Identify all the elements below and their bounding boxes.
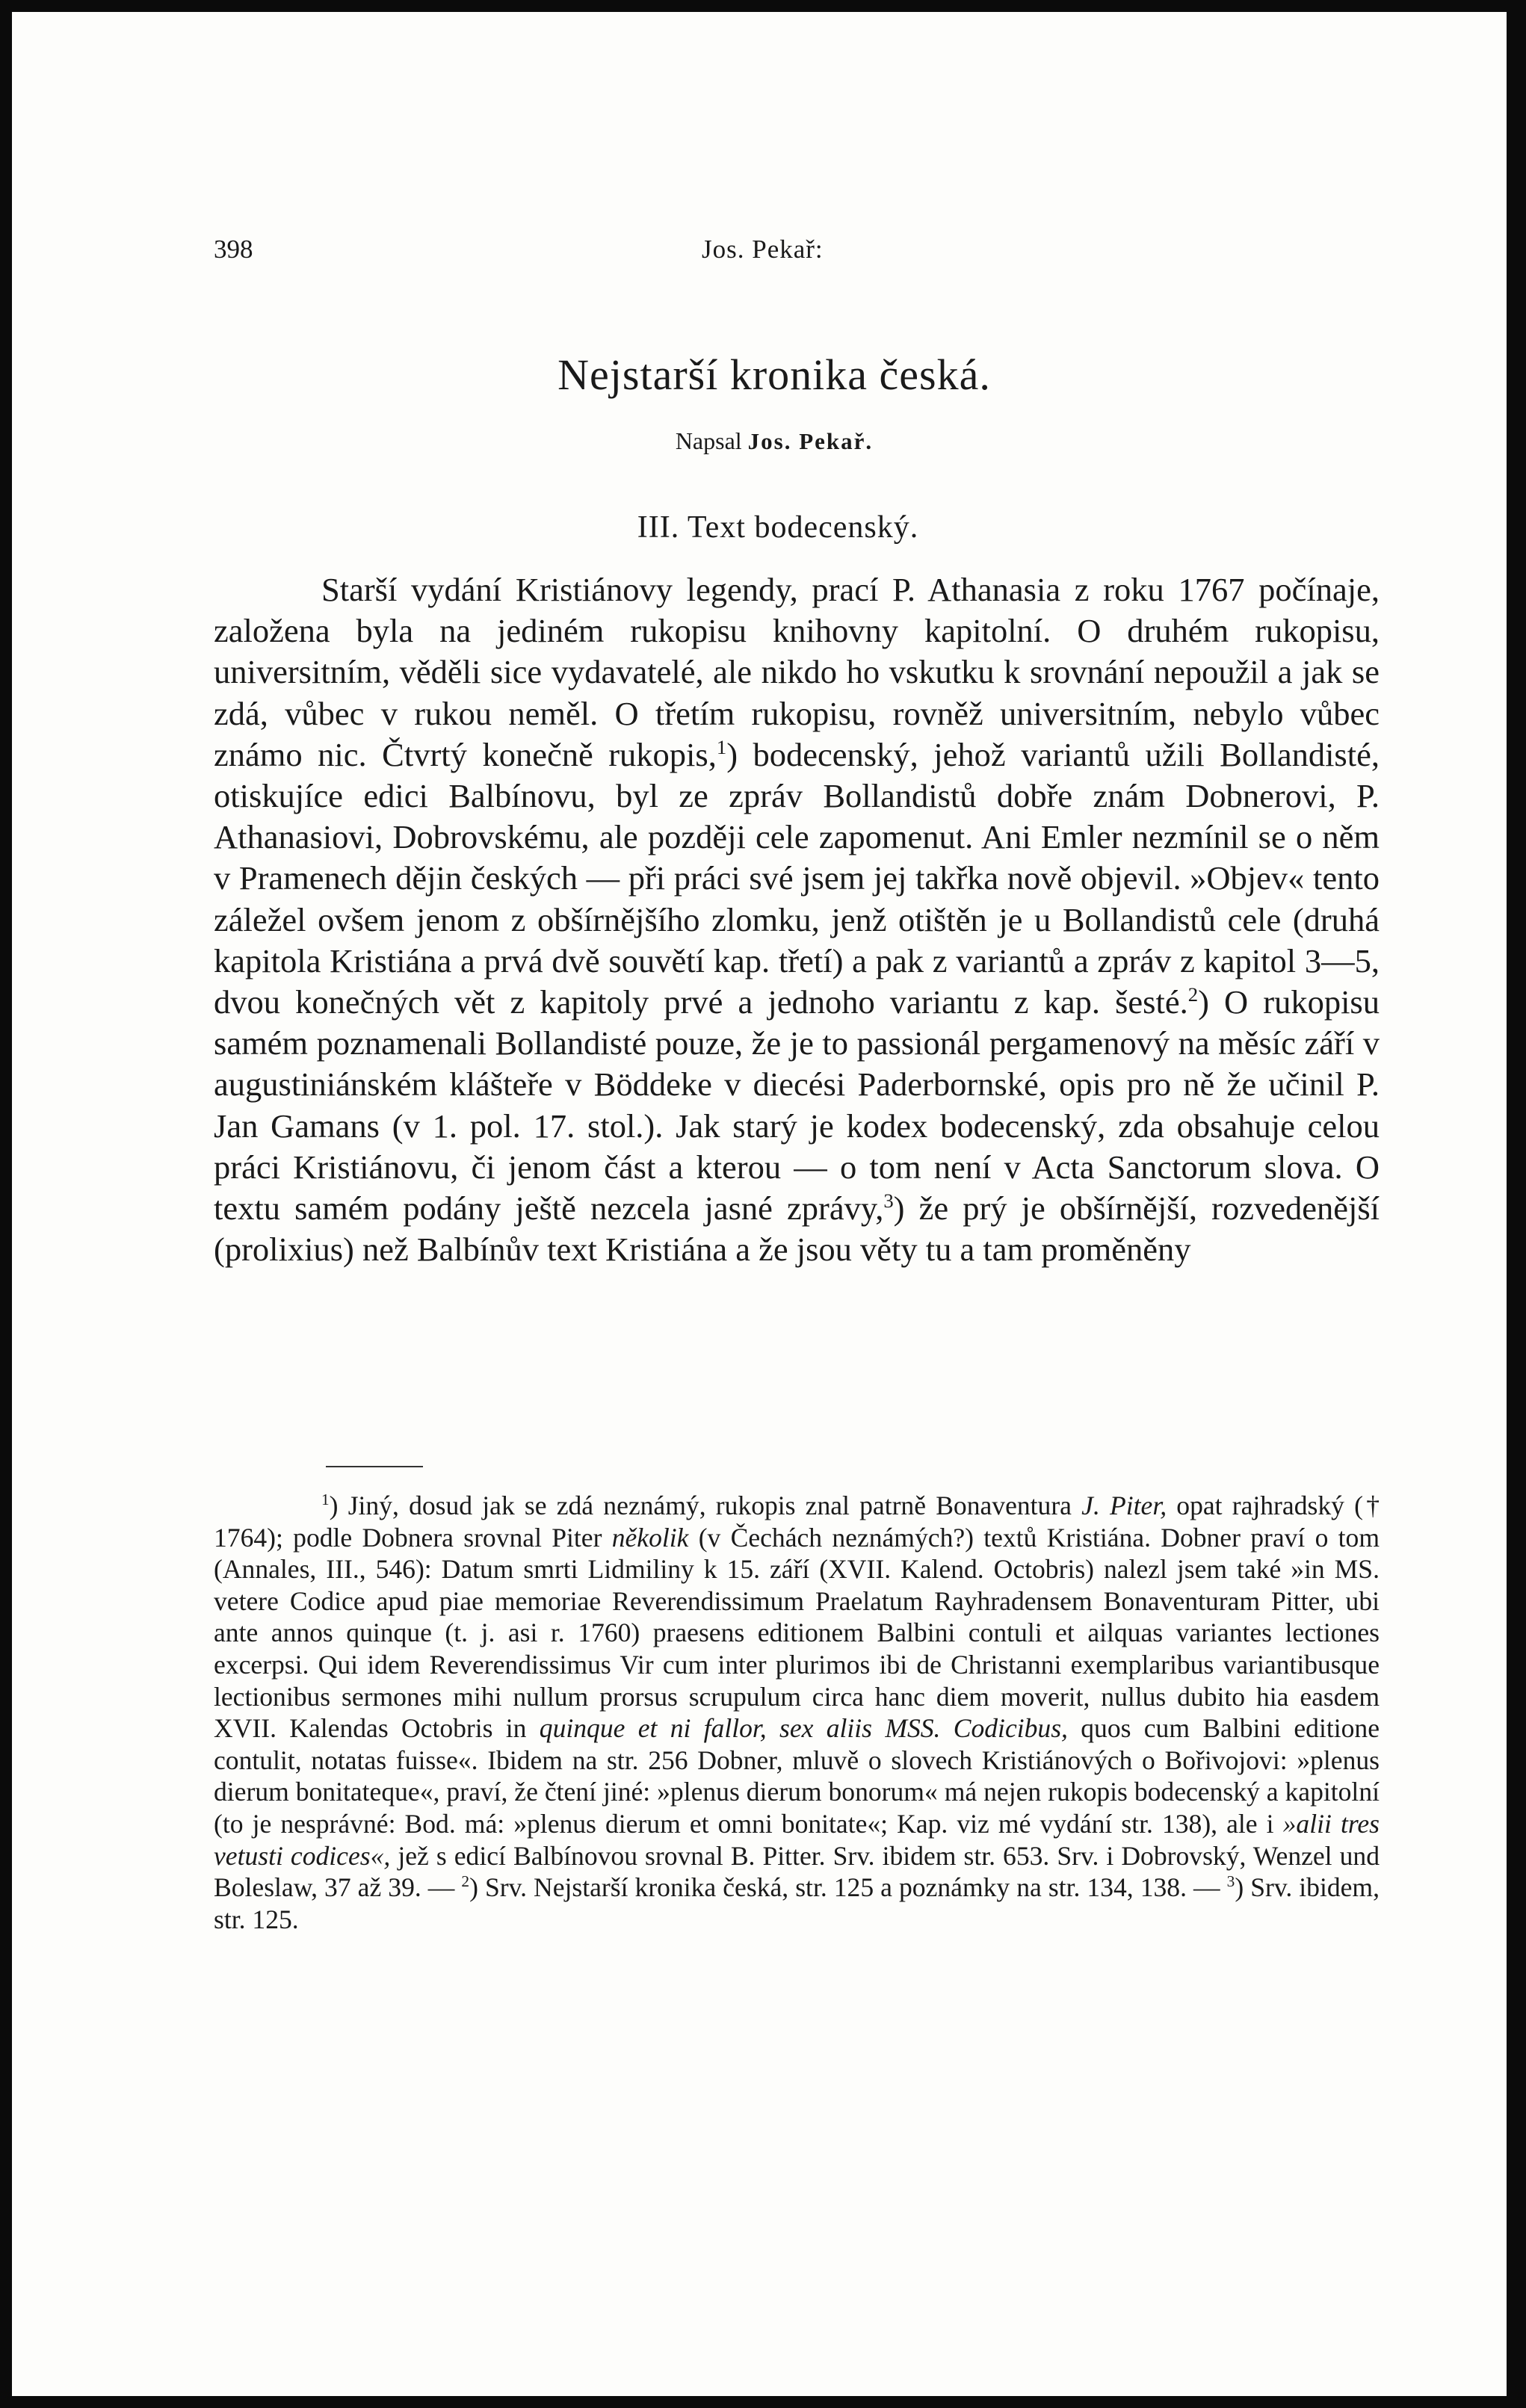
page-number: 398 (214, 235, 253, 264)
footnote-mark-3: 3 (1226, 1872, 1235, 1891)
footnote-text: ) Jiný, dosud jak se zdá neznámý, rukopis znal patrně Bonaventura (329, 1491, 1082, 1520)
byline-author: Jos. Pekař. (747, 428, 874, 454)
footnote-text: ) Srv. Nejstarší kronika česká, str. 125 a poznámky na str. 134, 138. — (469, 1872, 1227, 1903)
footnote-italic: J. Piter, (1081, 1491, 1167, 1520)
running-title: Jos. Pekař: (702, 235, 824, 264)
footnote-ref-1: 1 (716, 735, 727, 758)
footnotes (214, 1490, 1386, 1935)
byline (12, 427, 1507, 455)
body-text (214, 569, 1388, 1270)
footnote-mark-2: 2 (461, 1872, 470, 1891)
footnote-italic: několik (611, 1522, 689, 1553)
byline-prefix: Napsal (675, 427, 742, 454)
footnote-ref-2: 2 (1187, 983, 1199, 1006)
body-paragraph (214, 569, 1388, 1270)
footnote-ref-3: 3 (883, 1189, 894, 1213)
footnote-text: opat rajhradský († 1764); podle Dobnera srovnal Piter (214, 1491, 1386, 1553)
article-title: Nejstarší kronika česká. (557, 350, 991, 399)
footnote-text: quos cum Balbini editione contulit, notatas fuisse«. Ibidem na str. 256 Dobner, mluvě o slovech Kristiánových o Bořivojovi: »plenus dierum bonitateque«, praví, že čtení jiné: »plenus dierum bonorum« má nejen rukopis bodecenský a kapitolní (to je nesprávné: Bod. má: »plenus dierum et omni bonitate«; Kap. viz mé vydání str. 138), ale i (214, 1713, 1386, 1839)
footnote-italic: quinque et ni fallor, sex aliis MSS. Codicibus, (539, 1713, 1068, 1744)
footnote-divider (326, 1466, 423, 1467)
footnote-mark-1: 1 (321, 1491, 330, 1509)
footnote-text: jež s edicí Balbínovou srovnal B. Pitter. Srv. ibidem str. 653. Srv. i Dobrovský, Wenzel und Boleslaw, 37 až 39. — (214, 1840, 1386, 1903)
body-segment-4: ) že prý je obšírnější, rozvedenější (prolixius) než Balbínův text Kristiána a že jsou věty tu a tam proměněny (214, 1189, 1388, 1269)
footnote-text: ) Srv. ibidem, str. 125. (214, 1872, 1386, 1934)
section-heading: III. Text bodecenský. (637, 510, 919, 545)
footnote-text: (v Čechách neznámých?) textů Kristiána. Dobner praví o tom (Annales, III., 546): Datum smrti Lidmiliny k 15. září (XVII. Kalend. Octobris) nalezl jsem také »in MS. vetere Codice apud piae memoriae Reverendissimum Praelatum Rayhradensem Bonaventuram Pitter, ubi ante annos quinque (t. j. asi r. 1760) praesens editionem Balbini contuli et ailquas variantes lectiones excerpsi. Qui idem Reverendissimus Vir cum inter plurimos ibi de Christanni exemplaribus variantibusque lectionibus sermones mihi nullum prorsus scrupulum circa hanc diem moverit, nullus dubito hia easdem XVII. Kalendas Octobris in (214, 1522, 1386, 1744)
body-segment-1: Starší vydání Kristiánovy legendy, prací P. Athanasia z roku 1767 počínaje, založena byla na jediném rukopisu knihovny kapitolní. O druhém rukopisu, universitním, věděli sice vydavatelé, ale nikdo ho vskutku k srovnání nepoužil a jak se zdá, vůbec v rukou neměl. O třetím rukopisu, rovněž universitním, nebylo vůbec známo nic. Čtvrtý konečně rukopis, (214, 571, 1388, 773)
body-segment-2: ) bodecenský, jehož variantů užili Bollandisté, otiskujíce edici Balbínovu, byl ze zpráv Bollandistů dobře znám Dobnerovi, P. Athanasiovi, Dobrovskému, ale později cele zapomenut. Ani Emler nezmínil se o něm v Pramenech dějin českých — při práci své jsem jej takřka nově objevil. »Objev« tento záležel ovšem jenom z obšírnějšího zlomku, jenž otištěn je u Bollandistů cele (druhá kapitola Kristiána a prvá dvě souvětí kap. třetí) a pak z variantů a zpráv z kapitol 3—5, dvou konečných vět z kapitoly prvé a jednoho variantu z kap. šesté. (214, 735, 1388, 1021)
footnote-paragraph (214, 1490, 1386, 1935)
footnote-italic: »alii tres vetusti codices«, (214, 1808, 1380, 1871)
book-page (12, 12, 1507, 2396)
body-segment-3: ) O rukopisu samém poznamenali Bollandisté pouze, že je to passionál pergamenový na měsíc září v augustiniánském klášteře v Böddeke v diecési Paderbornské, opis pro ně že učinil P. Jan Gamans (v 1. pol. 17. stol.). Jak starý je kodex bodecenský, zda obsahuje celou práci Kristiánovu, či jenom část a kterou — o tom není v Acta Sanctorum slova. O textu samém podány ještě nezcela jasné zprávy, (214, 983, 1388, 1228)
